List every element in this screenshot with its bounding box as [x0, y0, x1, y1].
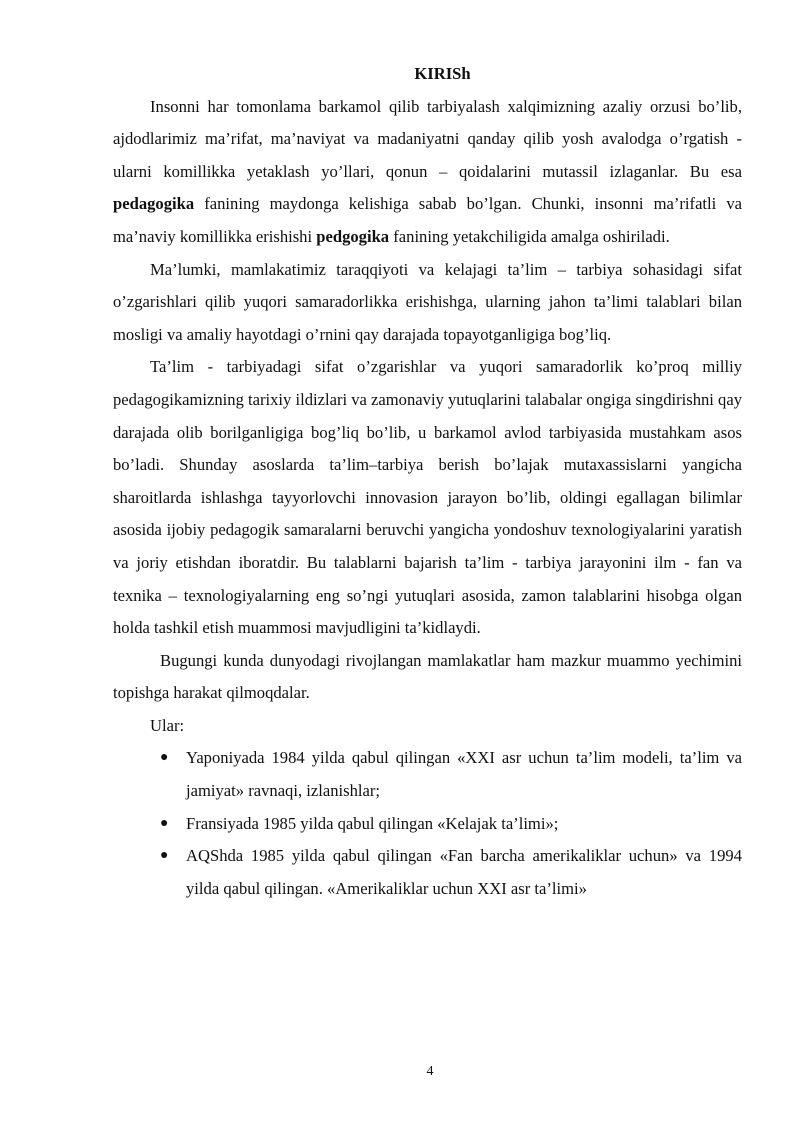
- paragraph-1-text-c: fanining yetakchiligida amalga oshiriladi.: [389, 226, 670, 246]
- paragraph-3: Ta’lim - tarbiyadagi sifat o’zgarishlar va yuqori samaradorlik ko’proq milliy pedagogikamizning tarixiy ildizlari va zamonaviy yutuqlarini talabalar ongiga singdirishni qay darajada olib borilganligiga bog’liq bo’lib, u barkamol avlod tarbiyasida mustahkam asos bo’ladi. Shunday asoslarda ta’lim–tarbiya berish bo’lajak mutaxassislarni yangicha sharoitlarda ishlashga tayyorlovchi innovasion jarayon bo’lib, oldingi egallagan bilimlar asosida ijobiy pedagogik samaralarni beruvchi yangicha yondoshuv texnologiyalarini yaratish va joriy etishdan iboratdir. Bu talablarni bajarish ta’lim - tarbiya jarayonini ilm - fan va texnika – texnologiyalarning eng so’ngi yutuqlari asosida, zamon talablarini hisobga olgan holda tashkil etish muammosi mavjudligini ta’kidlaydi.: [113, 357, 743, 638]
- bullet-list: [113, 742, 742, 905]
- bullet-icon: ●: [160, 815, 169, 831]
- bullet-icon: ●: [160, 750, 169, 766]
- paragraph-5: Ular:: [150, 715, 185, 735]
- bullet-icon: ●: [160, 848, 169, 864]
- page-number: 4: [426, 1064, 434, 1079]
- paragraph-1-text-a: Insonni har tomonlama barkamol qilib tarbiyalash xalqimizning azaliy orzusi bo’lib, ajdodlarimiz ma’rifat, ma’naviyat va madaniyatni qanday qilib yosh avalodga o’rgatish - ularni komillikka yetaklash yo’llari, qonun – qoidalarini mutassil izlaganlar. Bu esa: [113, 96, 742, 181]
- document-page: [113, 58, 742, 905]
- list-item: [113, 742, 742, 807]
- paragraph-1-text-b: fanining maydonga kelishiga sabab bo’lgan. Chunki, insonni ma’rifatli va ma’naviy komillikka erishishi: [113, 194, 742, 246]
- list-item: [113, 840, 742, 905]
- paragraph-1: [113, 91, 742, 254]
- paragraph-4: Bugungi kunda dunyodagi rivojlangan mamlakatlar ham mazkur muammo yechimini topishga harakat qilmoqdalar.: [113, 650, 742, 703]
- bold-term-pedagogika: pedagogika: [113, 194, 195, 214]
- paragraph-2: Ma’lumki, mamlakatimiz taraqqiyoti va kelajagi ta’lim – tarbiya sohasidagi sifat o’zgarishlari qilib yuqori samaradorlikka erishishga, ularning jahon ta’limi talablari bilan mosligi va amaliy hayotdagi o’rnini qay darajada topayotganligiga bog’liq.: [113, 259, 742, 344]
- list-item-text: Fransiyada 1985 yilda qabul qilingan «Kelajak ta’limi»;: [186, 813, 559, 833]
- list-item-text: AQShda 1985 yilda qabul qilingan «Fan barcha amerikaliklar uchun» va 1994 yilda qabul qilingan. «Amerikaliklar uchun XXI asr ta’limi»: [186, 846, 742, 898]
- bold-term-pedgogika: pedgogika: [316, 226, 390, 246]
- list-item-text: Yaponiyada 1984 yilda qabul qilingan «XXI asr uchun ta’lim modeli, ta’lim va jamiyat» ravnaqi, izlanishlar;: [186, 748, 742, 801]
- list-item: [113, 808, 742, 841]
- document-title: KIRISh: [414, 64, 471, 83]
